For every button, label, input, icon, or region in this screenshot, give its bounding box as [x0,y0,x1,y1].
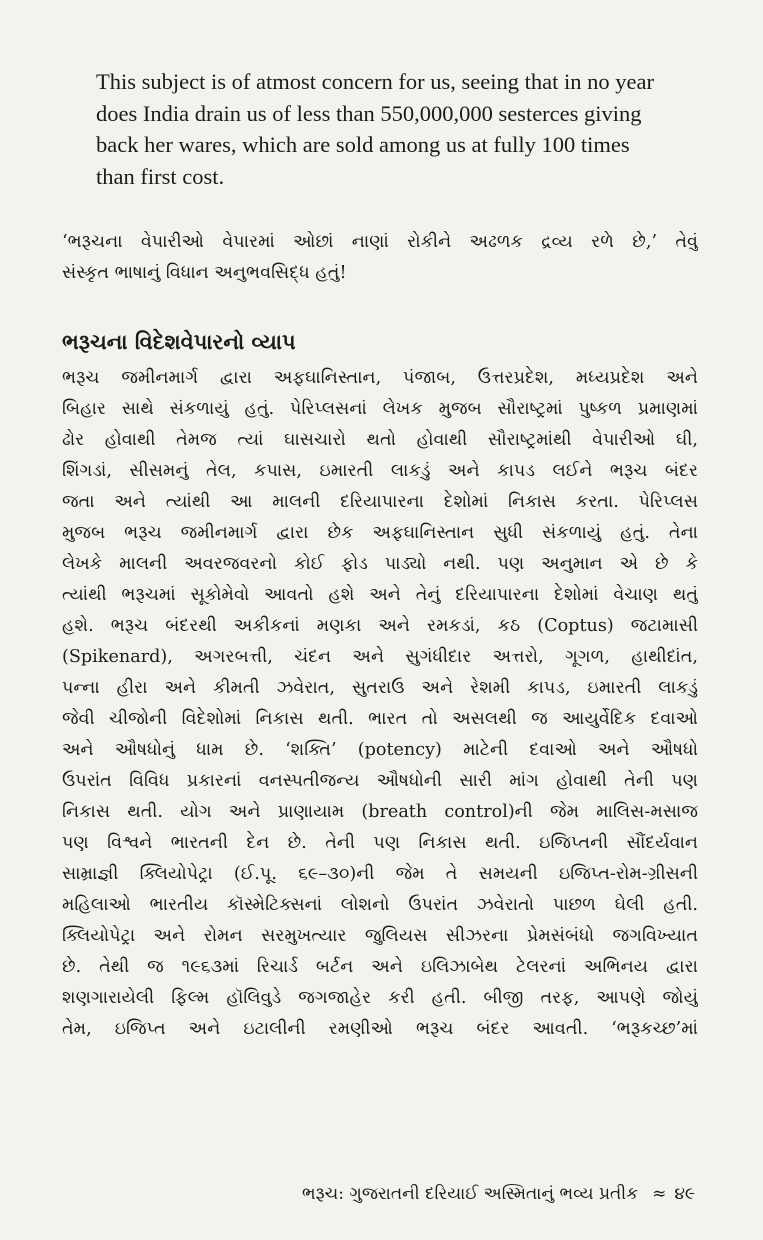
body-line: (Spikenard), અગરબત્તી, ચંદન અને સુગંધીદાર અત્તરો, ગૂગળ, હાથીદાંત, [62,647,698,667]
running-title: ભરૂચ: ગુજરાતની દરિયાઈ અસ્મિતાનું ભવ્ય પ્રતીક [302,1184,639,1204]
page-footer [302,1180,695,1208]
body-line: શિંગડાં, સીસમનું તેલ, કપાસ, ઇમારતી લાકડું અને કાપડ લઈને ભરૂચ બંદર [62,461,698,481]
page-number: ૪૯ [674,1184,695,1204]
body-line: જેવી ચીજોની વિદેશોમાં નિકાસ થતી. ભારત તો અસલથી જ આયુર્વેદિક દવાઓ [62,709,698,729]
body-line: નિકાસ થતી. યોગ અને પ્રાણાયામ (breath control)ની જેમ માલિસ-મસાજ [62,802,698,822]
body-line: સામ્રાજ્ઞી ક્લિયોપેટ્રા (ઈ.પૂ. ૬૯–૩૦)ની જેમ તે સમયની ઇજિપ્ત-રોમ-ગ્રીસની [62,864,698,884]
block-quote [96,66,696,192]
body-line: મહિલાઓ ભારતીય કૉસ્મેટિક્સનાં લોશનો ઉપરાંત ઝવેરાતો પાછળ ઘેલી હતી. [62,895,698,915]
section-heading: ભરૂચના વિદેશવેપારનો વ્યાપ [62,329,296,354]
body-line: ઉપરાંત વિવિધ પ્રકારનાં વનસ્પતીજન્ય ઔષધોની સારી માંગ હોવાથી તેની પણ [62,771,698,791]
body-line: અને ઔષધોનું ધામ છે. ‘શક્તિ’ (potency) માટેની દવાઓ અને ઔષધો [62,740,698,760]
intro-line: ‘ભરૂચના વેપારીઓ વેપારમાં ઓછાં નાણાં રોકીને અઢળક દ્રવ્ય રળે છે,’ તેવું [62,232,698,252]
quote-line: does India drain us of less than 550,000,000 sesterces giving [96,100,642,126]
body-line: પન્ના હીરા અને કીમતી ઝવેરાત, સુતરાઉ અને રેશમી કાપડ, ઇમારતી લાકડું [62,678,698,698]
body-line: જતા અને ત્યાંથી આ માલની દરિયાપારના દેશોમાં નિકાસ કરતા. પેરિપ્લસ [62,492,698,512]
body-line: લેખકે માલની અવરજવરનો કોઈ ફોડ પાડ્યો નથી. પણ અનુમાન એ છે કે [62,554,698,574]
body-line: ક્લિયોપેટ્રા અને રોમન સરમુખત્યાર જુલિયસ સીઝરના પ્રેમસંબંધો જગવિખ્યાત [62,926,698,946]
intro-paragraph [62,227,698,289]
body-paragraph [62,363,698,1045]
body-line: તેમ, ઇજિપ્ત અને ઇટાલીની રમણીઓ ભરૂચ બંદર આવતી. ‘ભરૂકચ્છ’માં [62,1019,698,1039]
body-line: ભરૂચ જમીનમાર્ગ દ્વારા અફઘાનિસ્તાન, પંજાબ, ઉત્તરપ્રદેશ, મધ્યપ્રદેશ અને [62,368,698,388]
body-line: હશે. ભરૂચ બંદરથી અકીકનાં મણકા અને રમકડાં, કઠ (Coptus) જટામાસી [62,616,698,636]
body-line: ત્યાંથી ભરૂચમાં સૂકોમેવો આવતો હશે અને તેનું દરિયાપારના દેશોમાં વેચાણ થતું [62,585,698,605]
body-line: પણ વિશ્વને ભારતની દેન છે. તેની પણ નિકાસ થતી. ઇજિપ્તની સૌંદર્યવાન [62,833,698,853]
body-line: શણગારાયેલી ફિલ્મ હૉલિવુડે જગજાહેર કરી હતી. બીજી તરફ, આપણે જોયું [62,988,698,1008]
body-line: ઢોર હોવાથી તેમજ ત્યાં ઘાસચારો થતો હોવાથી સૌરાષ્ટ્રમાંથી વેપારીઓ ઘી, [62,430,698,450]
intro-line: સંસ્કૃત ભાષાનું વિધાન અનુભવસિદ્ધ હતું! [62,263,347,283]
quote-line: This subject is of atmost concern for us, seeing that in no year [96,69,654,94]
body-line: મુજબ ભરૂચ જમીનમાર્ગ દ્વારા છેક અફઘાનિસ્તાન સુધી સંકળાયું હતું. તેના [62,523,698,543]
body-line: બિહાર સાથે સંકળાયું હતું. પેરિપ્લસનાં લેખક મુજબ સૌરાષ્ટ્રમાં પુષ્કળ પ્રમાણમાં [62,399,698,419]
quote-line: than first cost. [96,163,225,189]
body-line: છે. તેથી જ ૧૯૬૩માં રિચાર્ડ બર્ટન અને ઇલિઝાબેથ ટેલરનાં અભિનય દ્વારા [62,957,698,977]
quote-line: back her wares, which are sold among us at fully 100 times [96,132,630,157]
footer-separator: ≈ [652,1184,667,1204]
